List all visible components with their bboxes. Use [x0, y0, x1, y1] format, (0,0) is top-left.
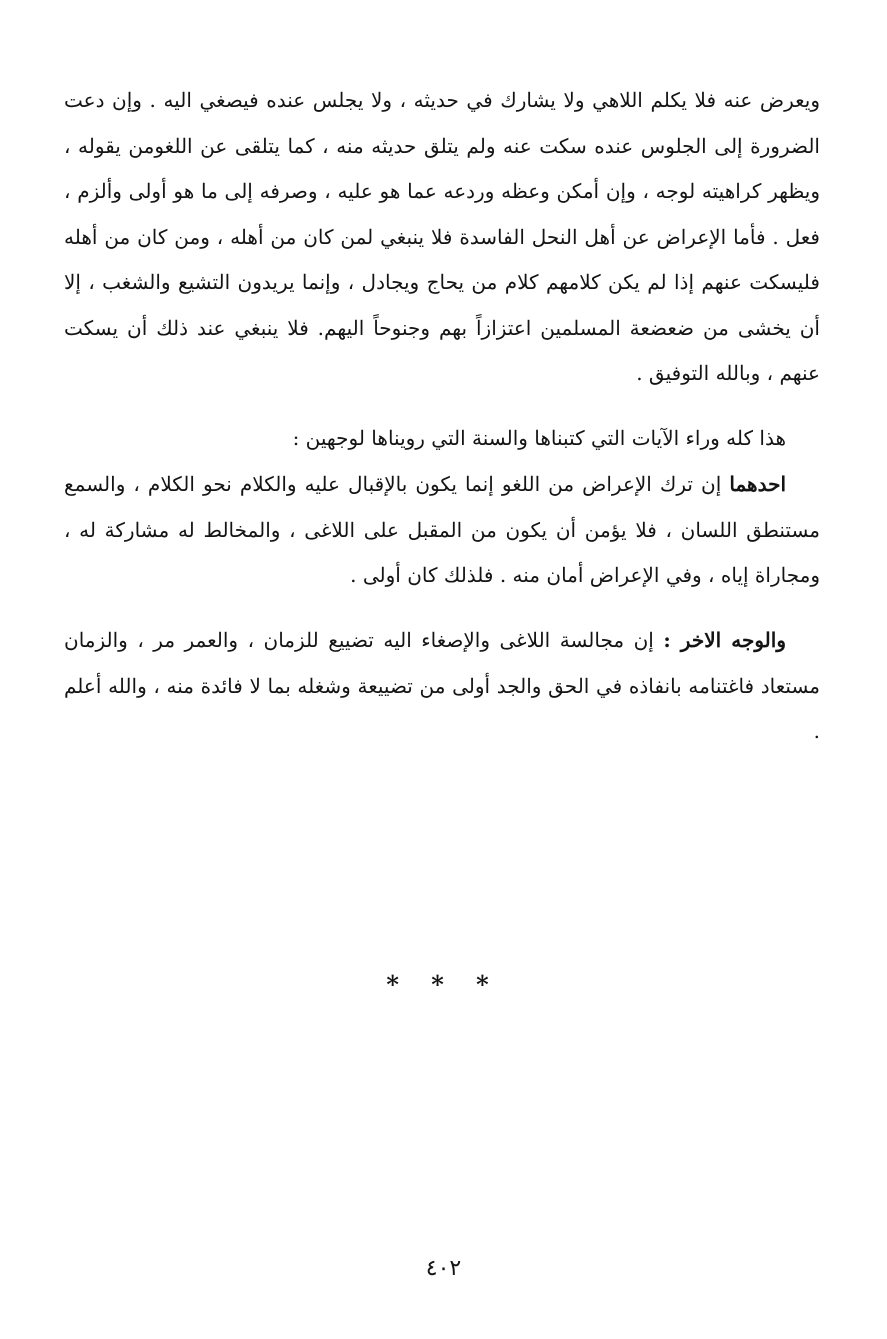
- body-paragraph-1: ويعرض عنه فلا يكلم اللاهي ولا يشارك في حديثه ، ولا يجلس عنده فيصغي اليه . وإن دعت الضرورة إلى الجلوس عنده سكت عنه ولم يتلق حديثه منه ، كما يتلقى عن اللغومن يقوله ، ويظهر كراهيته لوجه ، وإن أمكن وعظه وردعه عما هو عليه ، وصرفه إلى ما هو أولى وألزم ، فعل . فأما الإعراض عن أهل النحل الفاسدة فلا ينبغي لمن كان من أهله ، ومن كان من أهله فليسكت عنهم إذا لم يكن كلامهم كلام من يحاج ويجادل ، وإنما يريدون التشيع والشغب ، إلا أن يخشى من ضعضعة المسلمين اعتزازاً بهم وجنوحاً اليهم. فلا ينبغي عند ذلك أن يسكت عنهم ، وبالله التوفيق .: [64, 88, 821, 385]
- paragraph-2-lead-phrase: احدهما: [729, 472, 786, 496]
- section-separator: * * *: [386, 970, 501, 999]
- paragraph-2-body-text: إن ترك الإعراض من اللغو إنما يكون بالإقبال عليه والكلام نحو الكلام ، والسمع مستنطق اللسان ، فلا يؤمن أن يكون من المقبل على اللاغى ، والمخالط له مشاركة له ، ومجاراة إياه ، وفي الإعراض أمان منه . فلذلك كان أولى .: [64, 472, 820, 587]
- paragraph-3-body-text: إن مجالسة اللاغى والإصغاء اليه تضييع للزمان ، والعمر مر ، والزمان مستعاد فاغتنامه بانفاذه في الحق والجد أولى من تضييعة وشغله بما لا فائدة منه ، والله أعلم .: [64, 628, 820, 743]
- paragraph-3-lead-phrase: والوجه الاخر :: [663, 628, 786, 652]
- page-number: ٤٠٢: [425, 1256, 462, 1281]
- body-paragraph-3: [64, 618, 820, 755]
- body-paragraph-2: [64, 462, 820, 599]
- body-paragraph-2-intro: هذا كله وراء الآيات التي كتبناها والسنة التي رويناها لوجهين :: [292, 426, 786, 450]
